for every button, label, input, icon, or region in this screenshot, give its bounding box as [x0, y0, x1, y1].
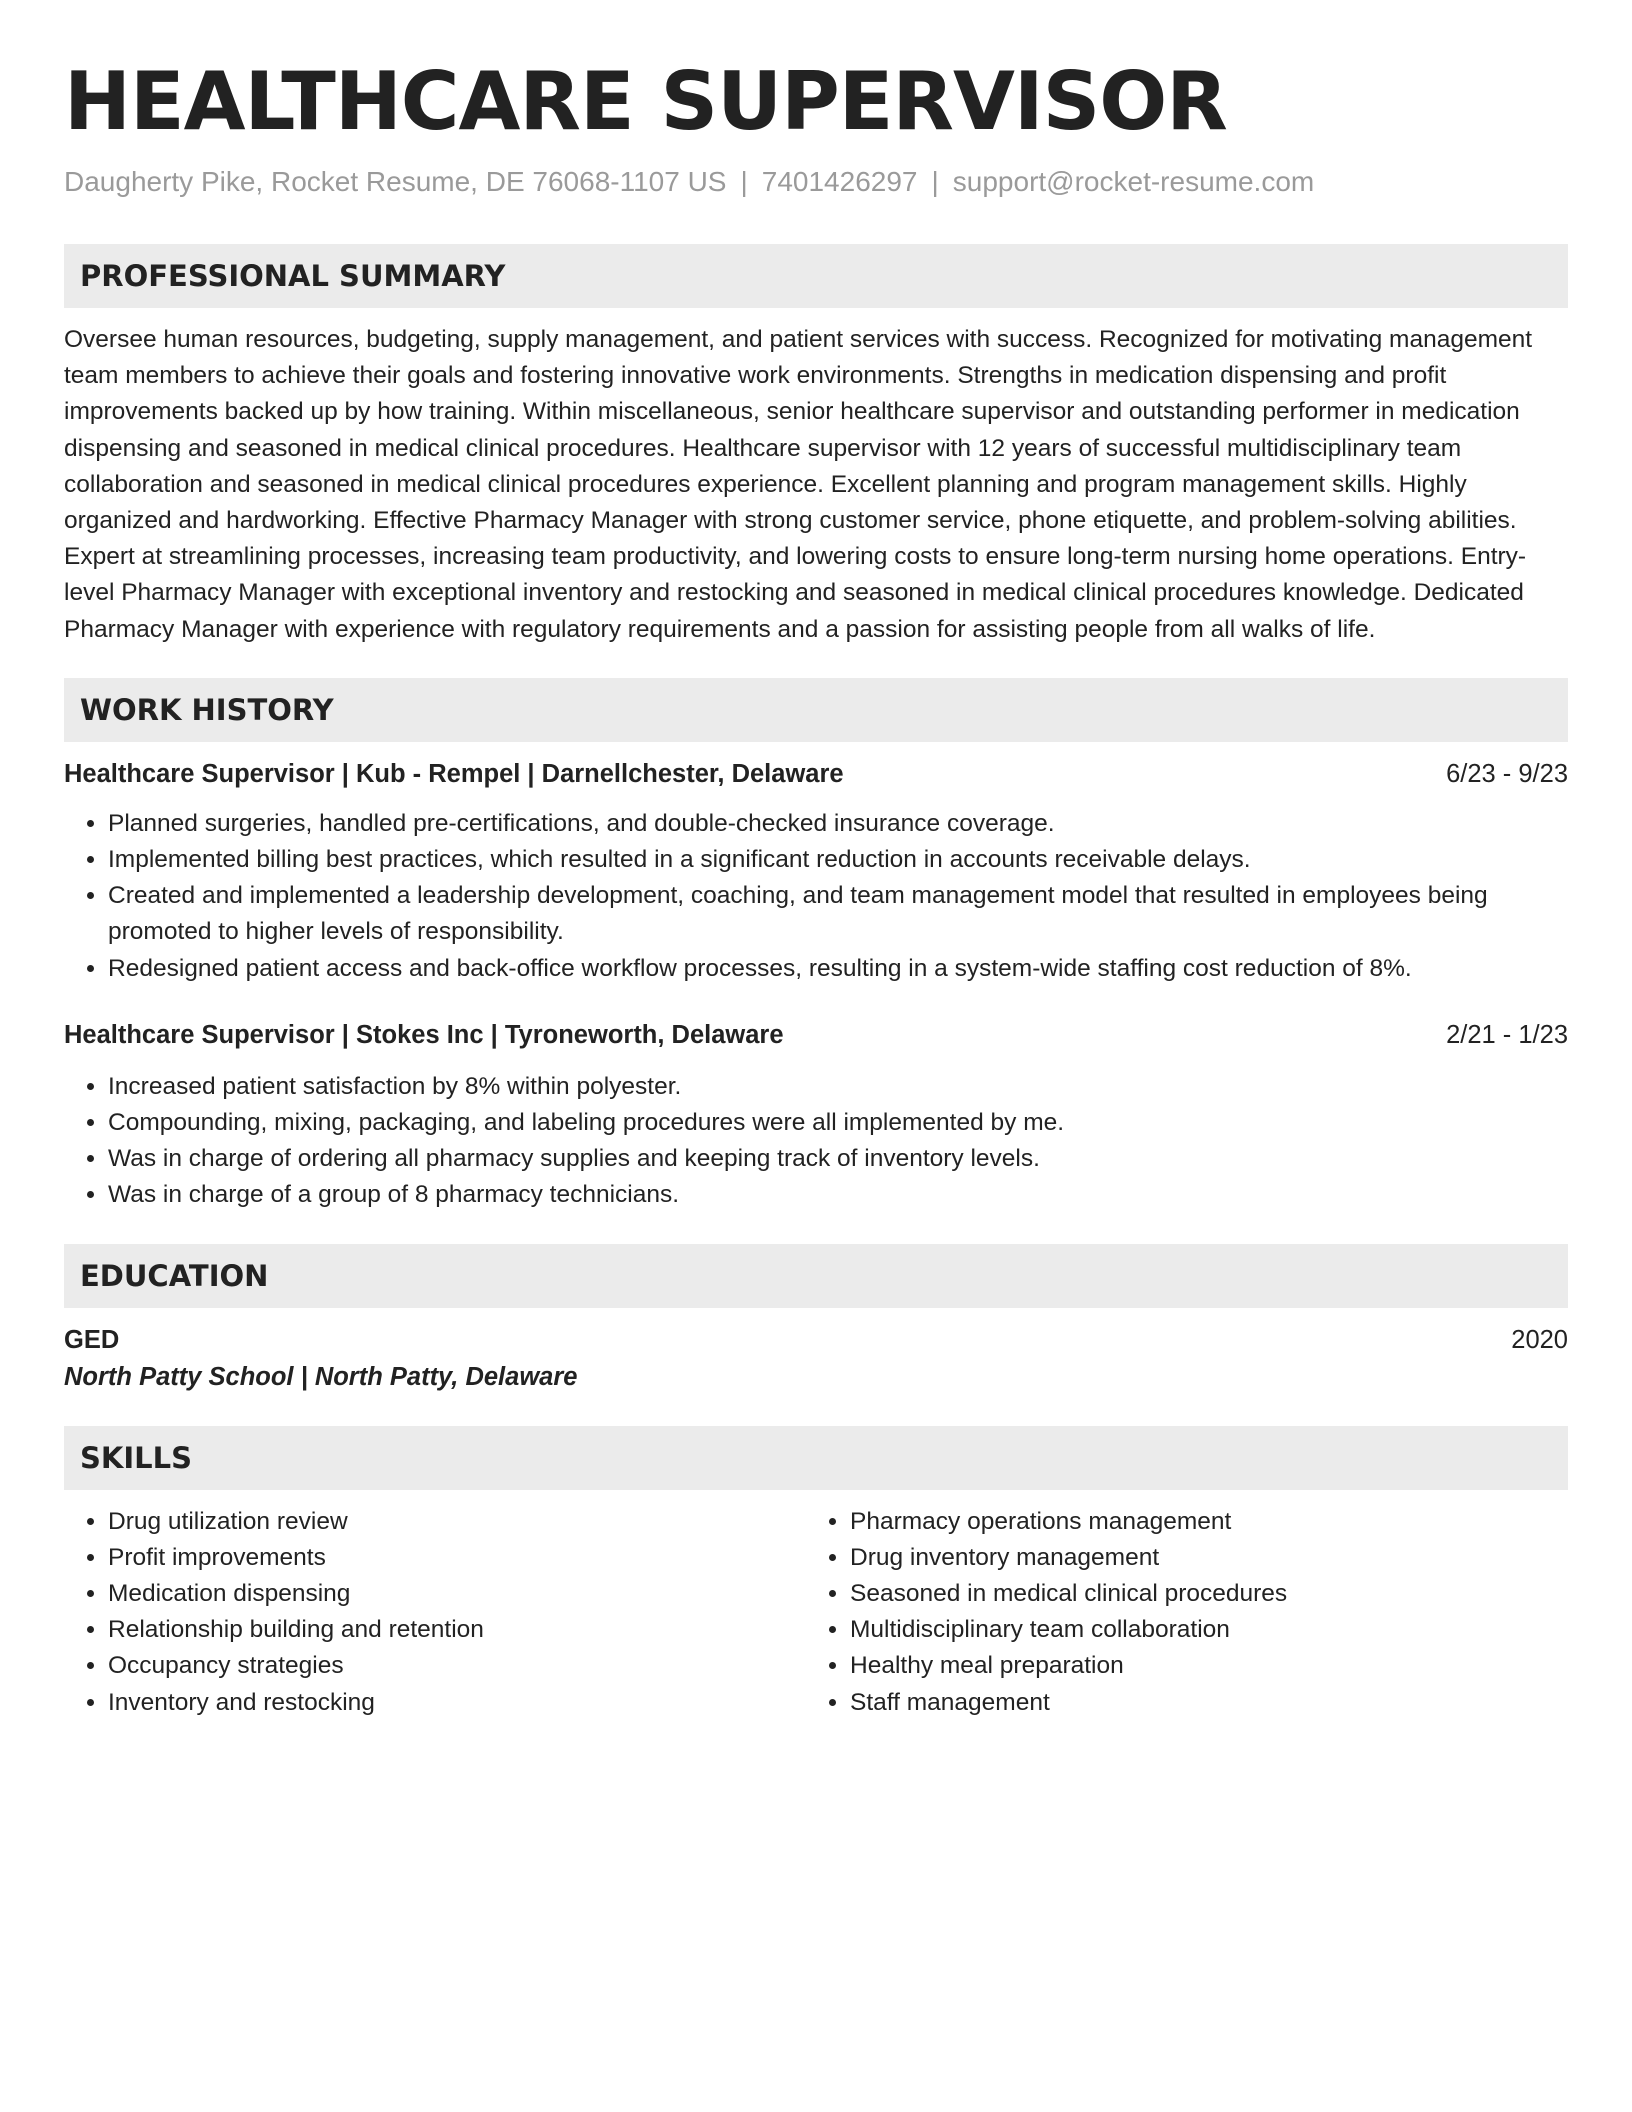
- job-header: [64, 1017, 1568, 1053]
- job-bullet: • Created and implemented a leadership development, coaching, and team management model that resulted in employees being promoted to higher levels of responsibility.: [108, 878, 1568, 950]
- contact-email: support@rocket-resume.com: [952, 166, 1315, 197]
- section-heading-work-history: WORK HISTORY: [64, 678, 1568, 742]
- job-bullet-list: [64, 806, 1568, 987]
- skill-item: • Relationship building and retention: [108, 1612, 806, 1648]
- contact-separator: |: [740, 166, 748, 197]
- skill-item: • Pharmacy operations management: [850, 1504, 1548, 1540]
- skill-item: • Inventory and restocking: [108, 1685, 806, 1721]
- skill-item: • Healthy meal preparation: [850, 1648, 1548, 1684]
- job-entry: [64, 1017, 1568, 1214]
- contact-line: [64, 164, 1568, 200]
- skills-list: [64, 1504, 1568, 1721]
- job-bullet: • Redesigned patient access and back-office workflow processes, resulting in a system-wide staffing cost reduction of 8%.: [108, 951, 1568, 987]
- education-year: 2020: [1511, 1325, 1568, 1354]
- job-title: Healthcare Supervisor | Kub - Rempel | Darnellchester, Delaware: [64, 759, 844, 788]
- education-degree: GED: [64, 1325, 120, 1354]
- skill-item: • Staff management: [850, 1685, 1548, 1721]
- skills-column-right: [806, 1504, 1548, 1721]
- skill-item: • Drug utilization review: [108, 1504, 806, 1540]
- section-heading-education: EDUCATION: [64, 1244, 1568, 1308]
- job-bullet: • Increased patient satisfaction by 8% within polyester.: [108, 1069, 1568, 1105]
- skill-item: • Occupancy strategies: [108, 1648, 806, 1684]
- job-dates: 2/21 - 1/23: [1446, 1020, 1568, 1049]
- section-heading-skills: SKILLS: [64, 1426, 1568, 1490]
- summary-text: Oversee human resources, budgeting, supply management, and patient services with success. Recognized for motivating management team members to achieve their goals and fostering innovative work environments. Strengths in medication dispensing and profit improvements backed up by how training. Within miscellaneous, senior healthcare supervisor and outstanding performer in medication dispensing and seasoned in medical clinical procedures. Healthcare supervisor with 12 years of successful multidisciplinary team collaboration and seasoned in medical clinical procedures experience. Excellent planning and program management skills. Highly organized and hardworking. Effective Pharmacy Manager with strong customer service, phone etiquette, and problem-solving abilities. Expert at streamlining processes, increasing team productivity, and lowering costs to ensure long-term nursing home operations. Entry-level Pharmacy Manager with exceptional inventory and restocking and seasoned in medical clinical procedures knowledge. Dedicated Pharmacy Manager with experience with regulatory requirements and a passion for assisting people from all walks of life.: [64, 326, 1533, 643]
- job-bullet: • Planned surgeries, handled pre-certifications, and double-checked insurance coverage.: [108, 806, 1568, 842]
- contact-separator: |: [931, 166, 939, 197]
- skill-item: • Multidisciplinary team collaboration: [850, 1612, 1548, 1648]
- job-bullet: • Implemented billing best practices, which resulted in a significant reduction in accounts receivable delays.: [108, 842, 1568, 878]
- skill-item: • Medication dispensing: [108, 1576, 806, 1612]
- job-header: [64, 756, 1568, 792]
- job-bullet: • Compounding, mixing, packaging, and labeling procedures were all implemented by me.: [108, 1105, 1568, 1141]
- skill-item: • Drug inventory management: [850, 1540, 1548, 1576]
- contact-address: Daugherty Pike, Rocket Resume, DE 76068-1107 US: [64, 166, 727, 197]
- section-heading-summary: PROFESSIONAL SUMMARY: [64, 244, 1568, 308]
- job-bullet: • Was in charge of a group of 8 pharmacy technicians.: [108, 1177, 1568, 1213]
- education-school: North Patty School | North Patty, Delaware: [64, 1362, 578, 1391]
- job-bullet: • Was in charge of ordering all pharmacy supplies and keeping track of inventory levels.: [108, 1141, 1568, 1177]
- resume-title: HEALTHCARE SUPERVISOR: [64, 55, 1227, 148]
- skill-item: • Profit improvements: [108, 1540, 806, 1576]
- education-entry: [64, 1322, 1568, 1396]
- skill-item: • Seasoned in medical clinical procedures: [850, 1576, 1548, 1612]
- education-header: [64, 1322, 1568, 1358]
- contact-phone: 7401426297: [761, 166, 918, 197]
- job-dates: 6/23 - 9/23: [1446, 759, 1568, 788]
- job-bullet-list: [64, 1069, 1568, 1214]
- job-entry: [64, 756, 1568, 987]
- skills-column-left: [64, 1504, 806, 1721]
- job-title: Healthcare Supervisor | Stokes Inc | Tyroneworth, Delaware: [64, 1020, 784, 1049]
